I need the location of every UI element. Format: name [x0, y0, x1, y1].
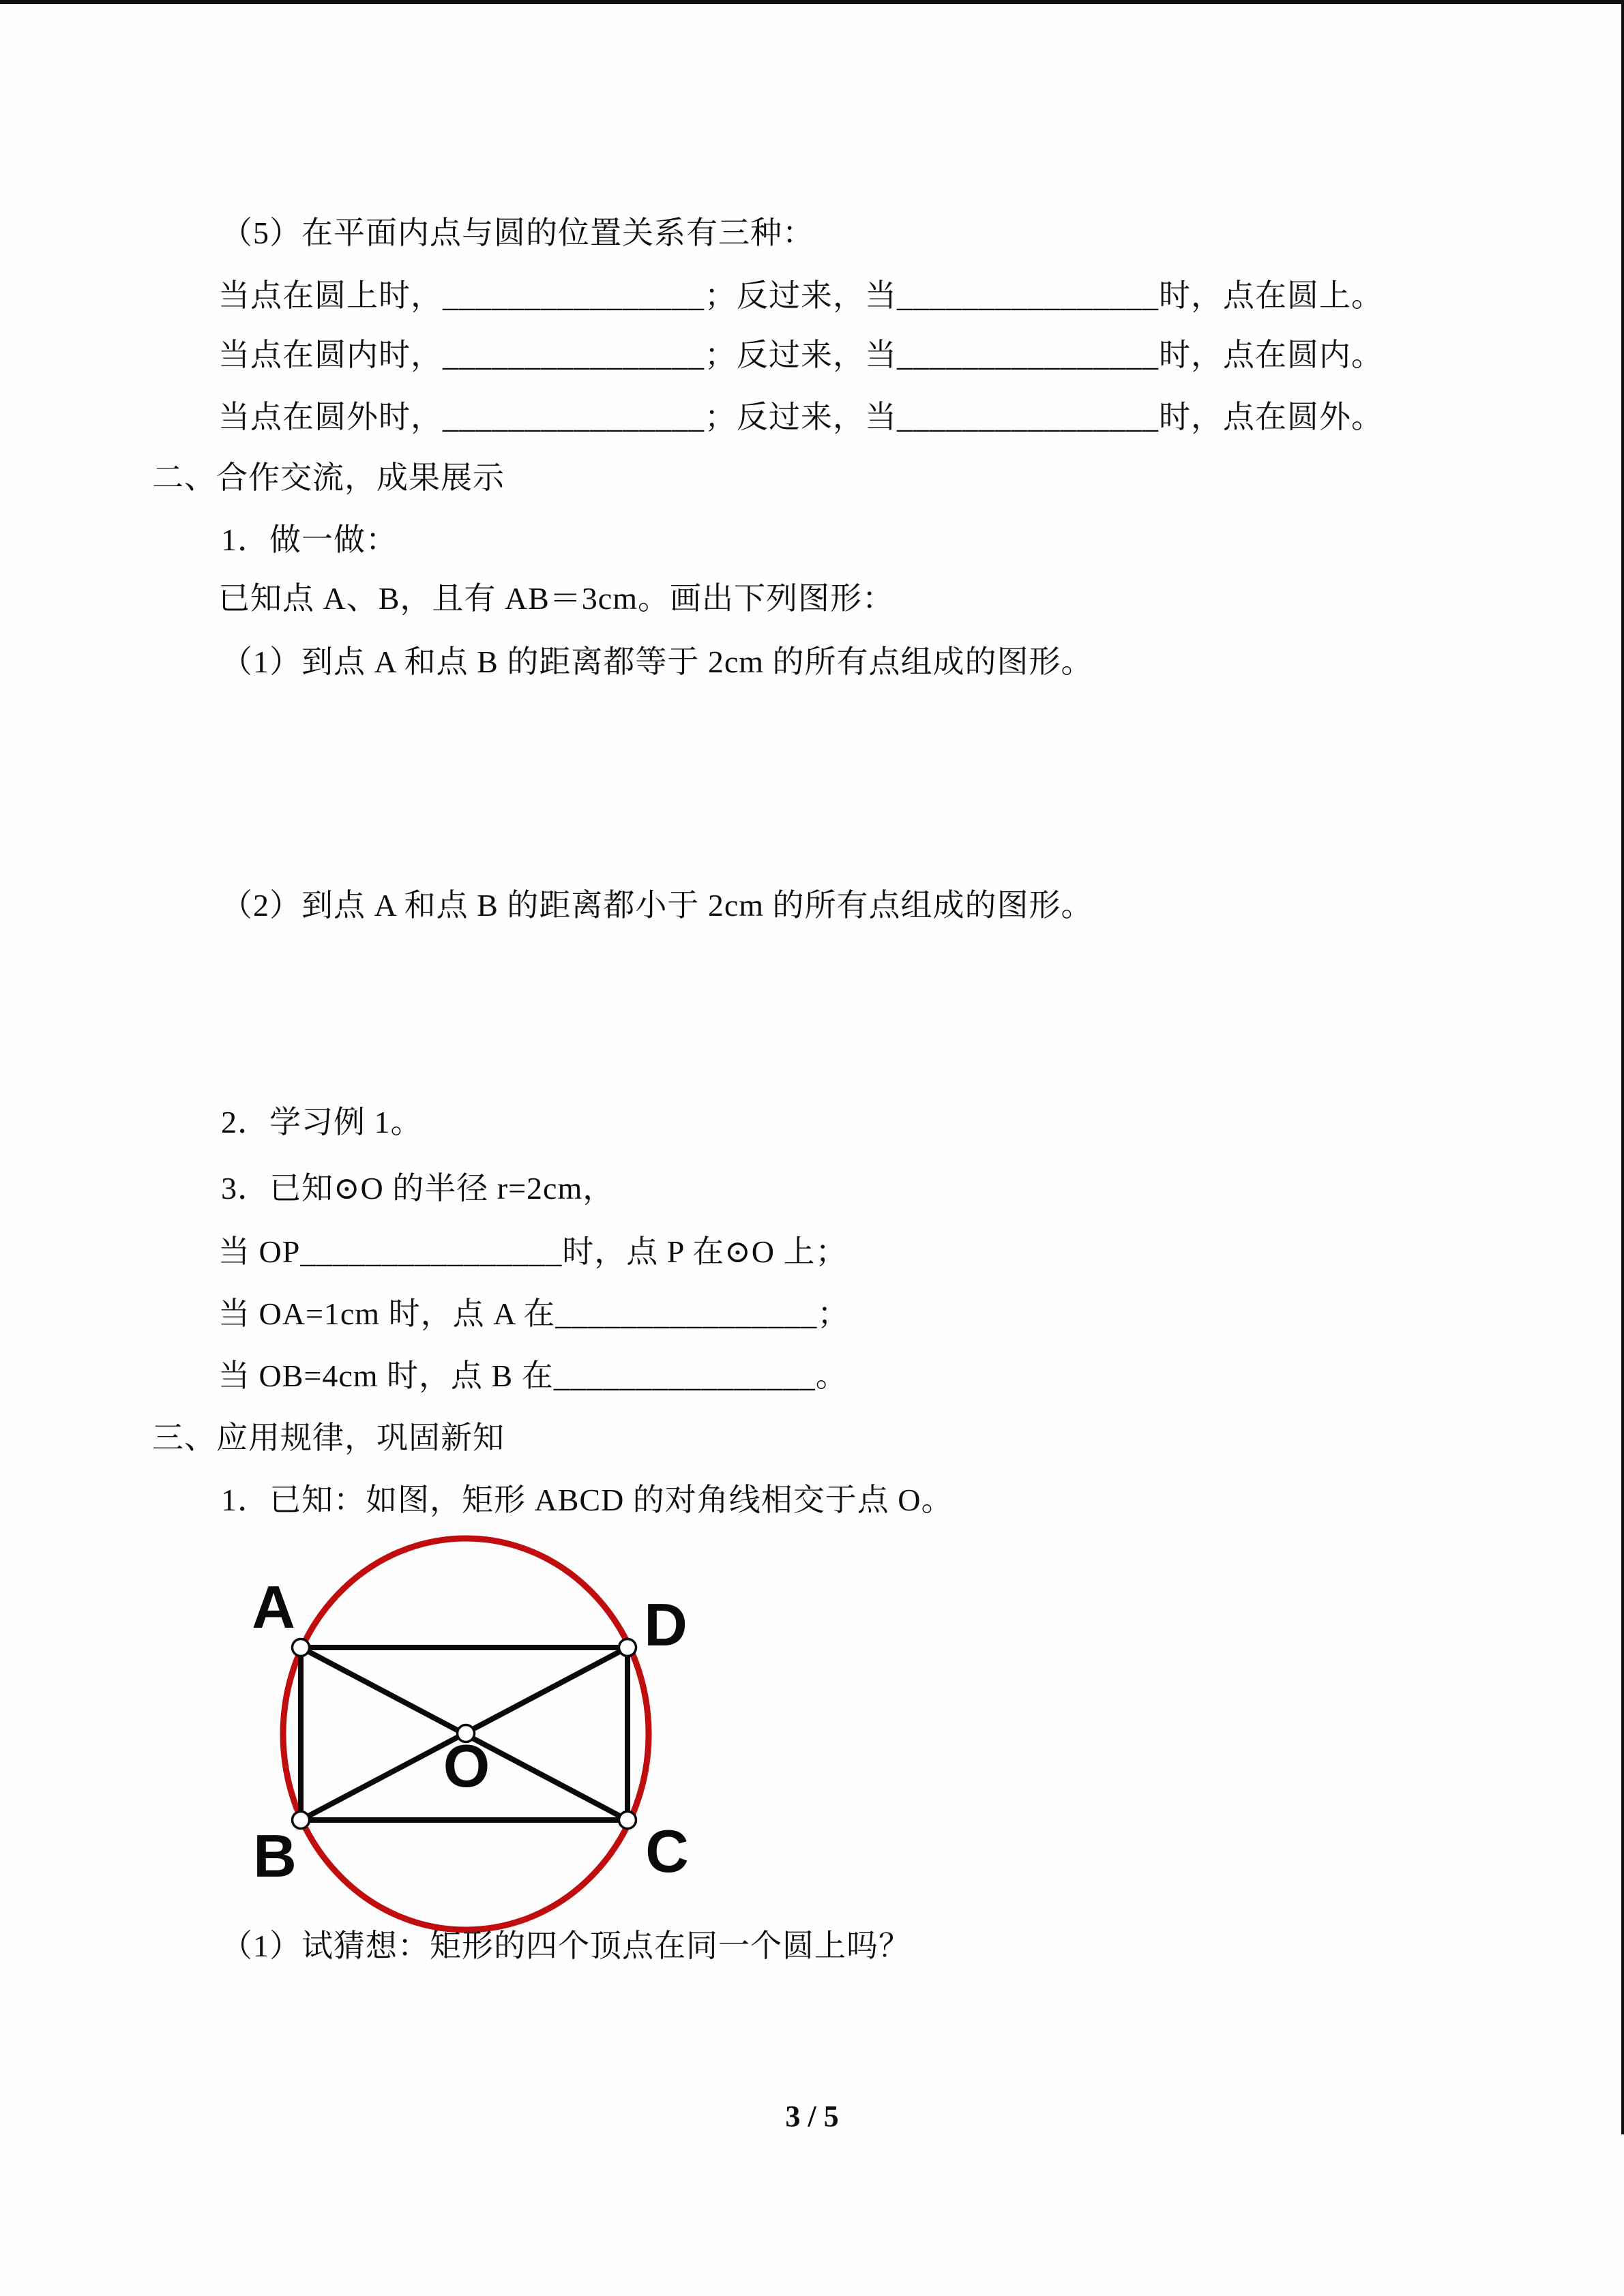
line-in-circle: 当点在圆内时，________________；反过来，当________________时，点在圆内。: [218, 338, 1383, 372]
line-on-circle: 当点在圆上时，________________；反过来，当________________时，点在圆上。: [218, 278, 1383, 313]
page-number: 3 / 5: [785, 2100, 839, 2133]
line-known-points: 已知点 A、B，且有 AB＝3cm。画出下列图形：: [218, 581, 894, 616]
vertex-dot-a: [293, 1639, 310, 1656]
line-task1: （1）到点 A 和点 B 的距离都等于 2cm 的所有点组成的图形。: [221, 644, 1093, 679]
label-o: O: [443, 1732, 490, 1800]
line-item-radius: 3．已知⊙O 的半径 r=2cm，: [221, 1171, 615, 1206]
vertex-dot-c: [619, 1812, 636, 1829]
vertex-dot-d: [619, 1639, 636, 1656]
line-out-circle: 当点在圆外时，________________；反过来，当________________时，点在圆外。: [218, 400, 1383, 434]
line-task2: （2）到点 A 和点 B 的距离都小于 2cm 的所有点组成的图形。: [221, 888, 1093, 923]
label-d: D: [644, 1591, 688, 1658]
line-point-relation-intro: （5）在平面内点与圆的位置关系有三种：: [221, 215, 814, 250]
section2-title: 二、合作交流，成果展示: [152, 460, 505, 495]
line-question-guess: （1）试猜想：矩形的四个顶点在同一个圆上吗？: [221, 1928, 911, 1963]
line-cond-ob: 当 OB=4cm 时，点 B 在________________。: [218, 1358, 848, 1393]
label-a: A: [252, 1573, 295, 1641]
line-item-given: 1．已知：如图，矩形 ABCD 的对角线相交于点 O。: [221, 1482, 954, 1517]
scan-edge-top: [0, 0, 1624, 4]
line-item-example: 2．学习例 1。: [221, 1105, 423, 1139]
section3-title: 三、应用规律，巩固新知: [152, 1420, 505, 1455]
rectangle-in-circle-figure: [225, 1521, 716, 1960]
line-cond-oa: 当 OA=1cm 时，点 A 在________________；: [218, 1296, 850, 1331]
line-item-do: 1．做一做：: [221, 522, 398, 557]
label-c: C: [645, 1817, 689, 1885]
line-cond-op: 当 OP________________时，点 P 在⊙O 上；: [218, 1234, 848, 1269]
scan-edge-right: [1621, 0, 1624, 2134]
label-b: B: [253, 1822, 297, 1890]
